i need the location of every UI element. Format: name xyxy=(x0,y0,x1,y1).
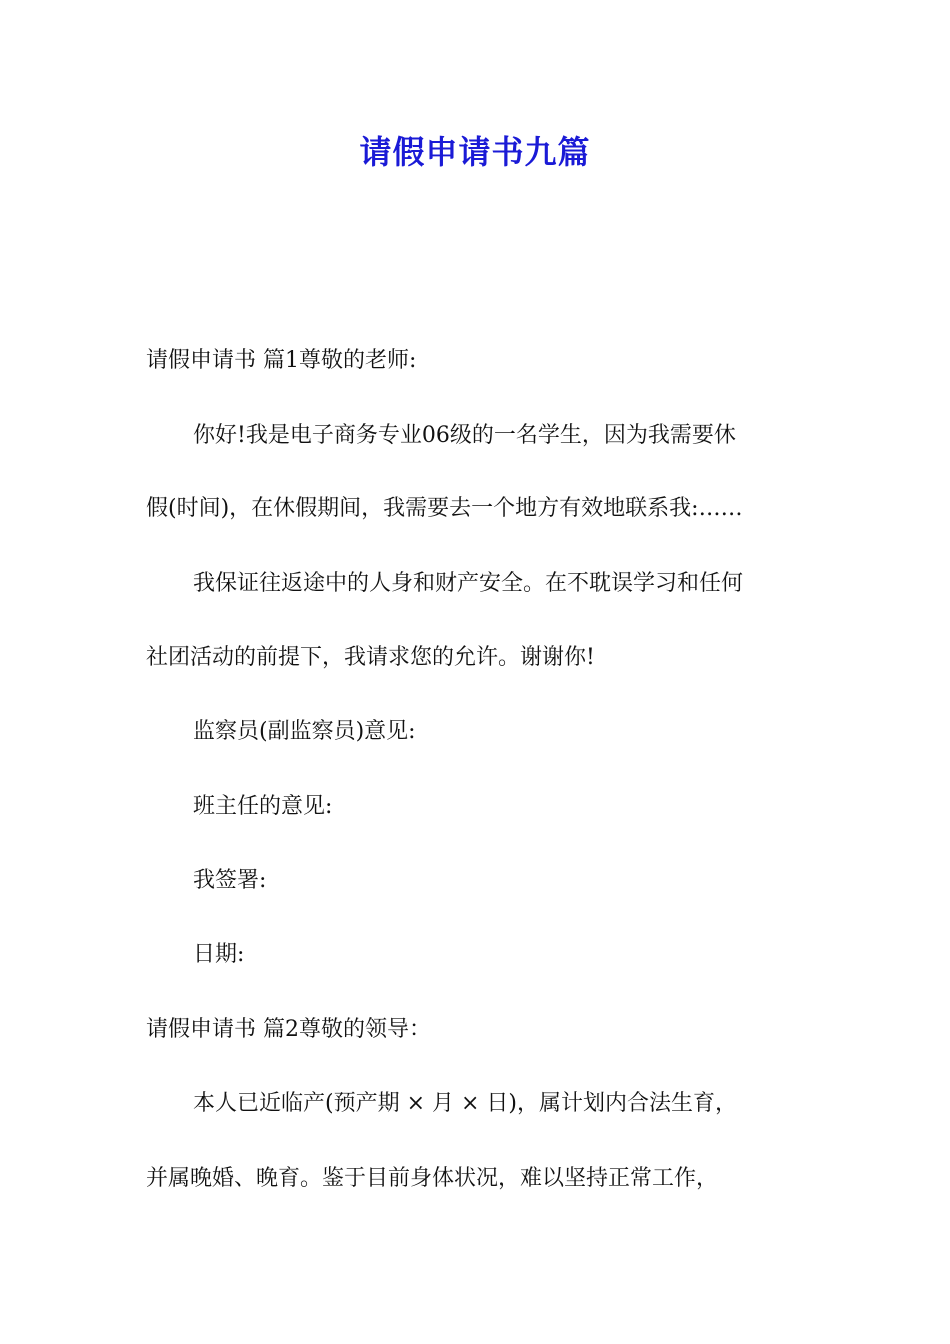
section-heading-1: 请假申请书 篇1尊敬的老师: xyxy=(146,348,417,373)
paragraph-line: 本人已近临产(预产期 × 月 × 日)，属计划内合法生育， xyxy=(193,1091,738,1116)
paragraph-line: 并属晚婚、晚育。鉴于目前身体状况，难以坚持正常工作， xyxy=(146,1166,719,1191)
paragraph-line: 我保证往返途中的人身和财产安全。在不耽误学习和任何 xyxy=(193,571,744,596)
paragraph-line: 假(时间)，在休假期间，我需要去一个地方有效地联系我:…… xyxy=(146,496,743,521)
supervisor-opinion-line: 监察员(副监察员)意见: xyxy=(193,719,416,744)
date-line: 日期: xyxy=(193,942,245,967)
teacher-opinion-line: 班主任的意见: xyxy=(193,794,333,819)
paragraph-line: 社团活动的前提下，我请求您的允许。谢谢你! xyxy=(146,645,595,670)
section-heading-2: 请假申请书 篇2尊敬的领导： xyxy=(146,1017,431,1042)
paragraph-line: 你好!我是电子商务专业06级的一名学生，因为我需要休 xyxy=(193,423,736,448)
document-title: 请假申请书九篇 xyxy=(359,133,591,171)
signature-line: 我签署: xyxy=(193,868,267,893)
